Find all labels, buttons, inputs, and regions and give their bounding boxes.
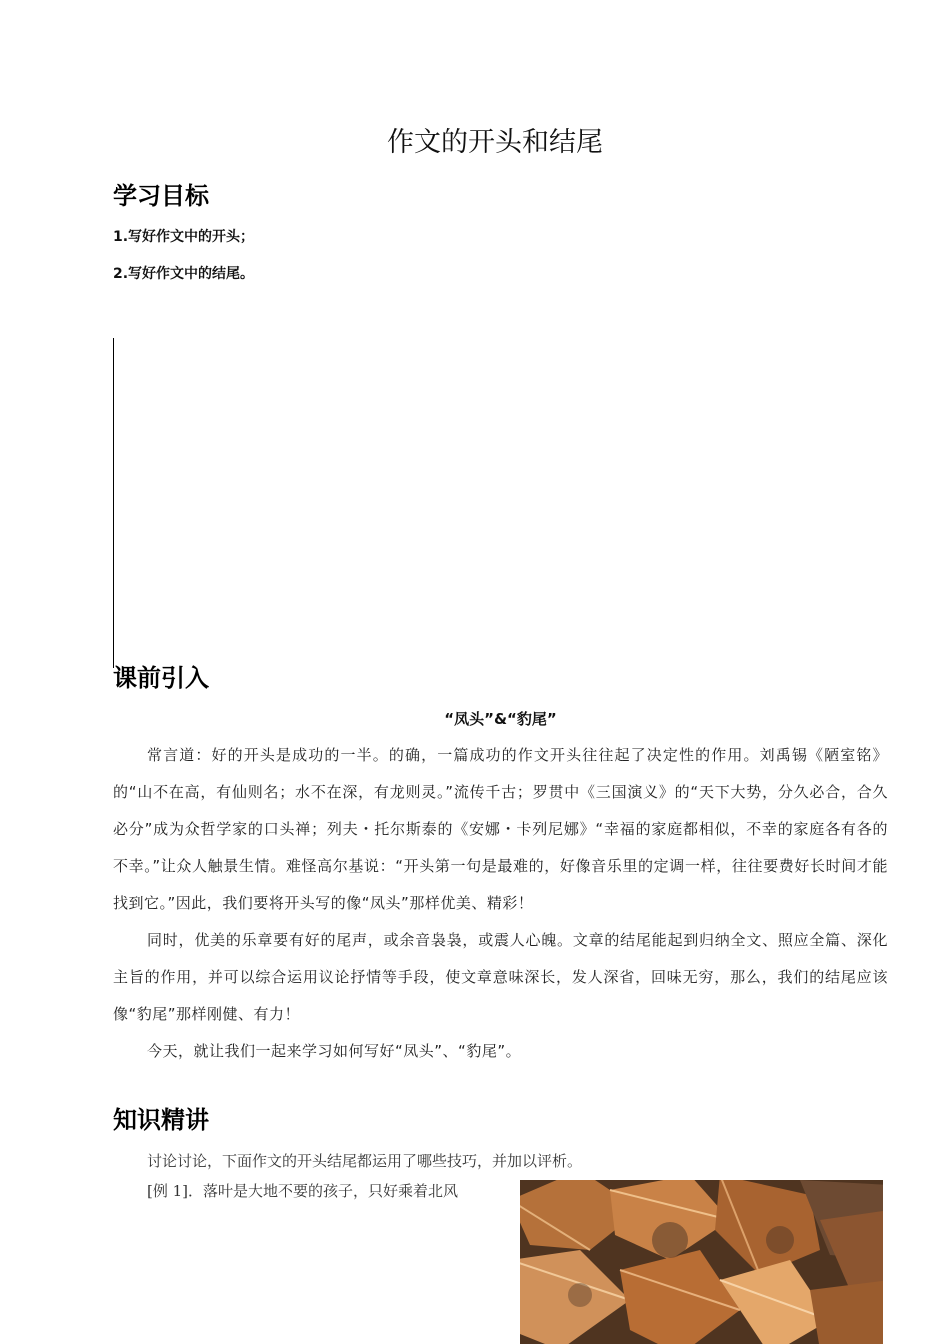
page-title: 作文的开头和结尾: [387, 127, 603, 158]
intro-paragraph-3: 今天，就让我们一起来学习如何写好“凤头”、“豹尾”。: [147, 1042, 522, 1060]
intro-subtitle: “凤头”&“豹尾”: [444, 710, 557, 728]
goal-item-1: 1.写好作文中的开头；: [113, 229, 255, 245]
knowledge-intro: 讨论讨论，下面作文的开头结尾都运用了哪些技巧，并加以评析。: [147, 1152, 583, 1170]
autumn-leaves-photo: [520, 1180, 883, 1344]
intro-paragraph-2: 同时，优美的乐章要有好的尾声，或余音袅袅，或震人心魄。文章的结尾能起到归纳全文、照应全篇、深化主旨的作用，并可以综合运用议论抒情等手段，使文章意味深长，发人深省，回味无穷，那么，我们的结尾应该像“豹尾”那样刚健、有力！: [113, 931, 888, 1023]
intro-paragraph-1: 常言道：好的开头是成功的一半。的确，一篇成功的作文开头往往起了决定性的作用。刘禹锡《陋室铭》的“山不在高，有仙则名；水不在深，有龙则灵。”流传千古；罗贯中《三国演义》的“天下大势，分久必合，合久必分”成为众哲学家的口头禅；列夫・托尔斯泰的《安娜・卡列尼娜》“幸福的家庭都相似，不幸的家庭各有各的不幸。”让众人触景生情。难怪高尔基说：“开头第一句是最难的，好像音乐里的定调一样，往往要费好长时间才能找到它。”因此，我们要将开头写的像“凤头”那样优美、精彩！: [113, 746, 888, 912]
intro-body: [113, 737, 888, 1070]
goal-item-2: 2.写好作文中的结尾。: [113, 266, 255, 282]
example-1-text: [例 1]．落叶是大地不要的孩子，只好乘着北风: [147, 1182, 459, 1200]
section-heading-goals: 学习目标: [113, 182, 209, 210]
section-heading-intro: 课前引入: [113, 664, 209, 692]
section-heading-knowledge: 知识精讲: [113, 1106, 209, 1134]
vertical-rule: [113, 338, 114, 668]
